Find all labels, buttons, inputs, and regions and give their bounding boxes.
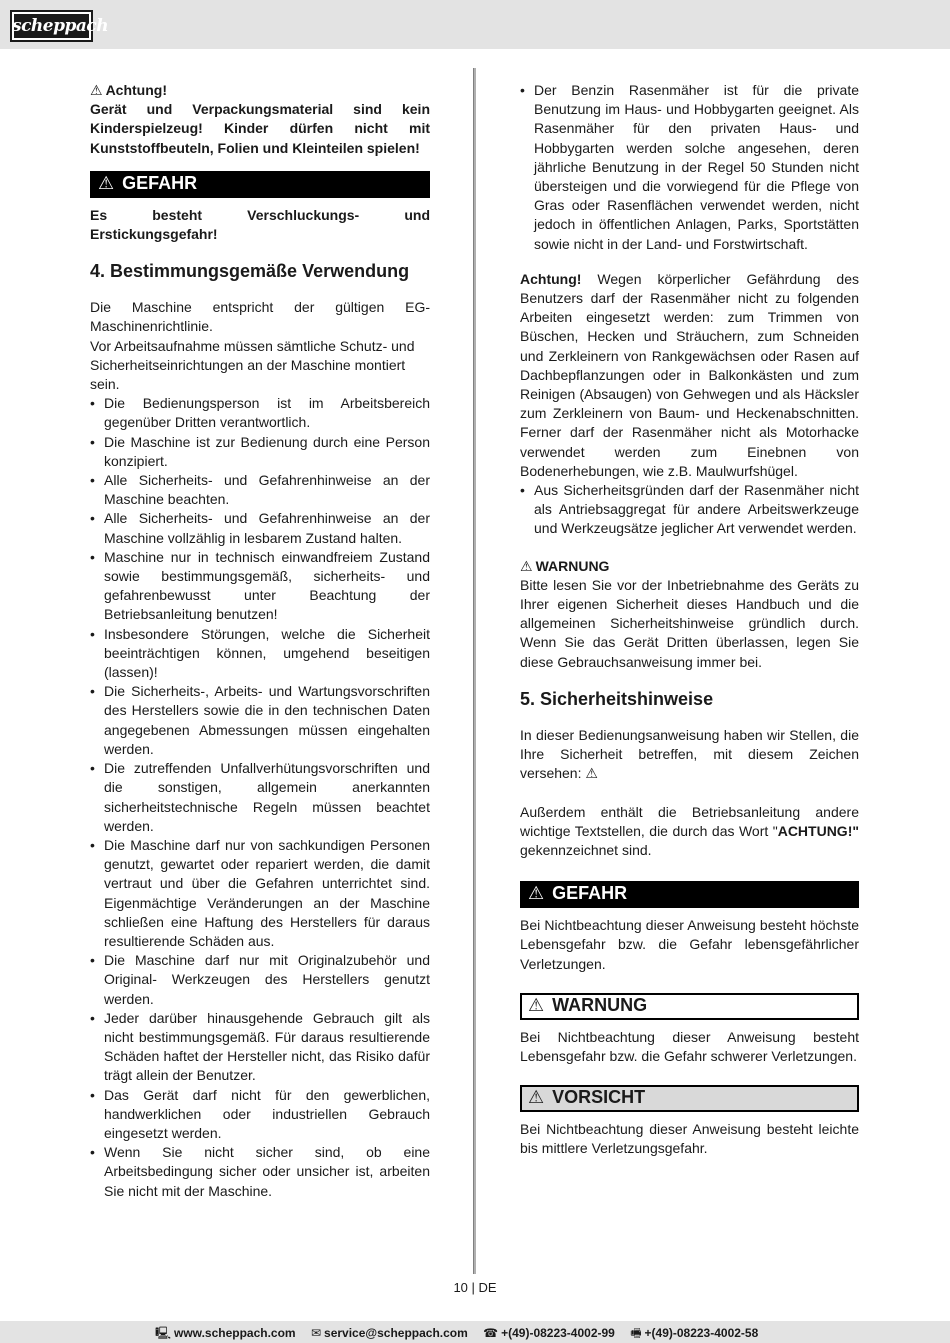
section-5-text-2: Außerdem enthält die Betriebsanleitung andere wichtige Textstellen, die durch das Wort "ACHTUNG!" gekennzeichnet sind. <box>520 803 859 858</box>
danger-box: ⚠ GEFAHR <box>90 171 430 198</box>
intro-line: Vor Arbeitsaufnahme müssen sämtliche Schutz- und Sicherheitseinrichtungen an der Maschine montiert sein. <box>90 337 415 393</box>
footer-website[interactable]: 🖳 www.scheppach.com <box>155 1326 296 1340</box>
danger-box: ⚠ GEFAHR <box>520 881 859 908</box>
danger-text: Bei Nichtbeachtung dieser Anweisung besteht höchste Lebensgefahr bzw. die Gefahr lebensgefährlicher Verletzungen. <box>520 917 859 972</box>
envelope-icon: ✉ <box>310 1326 322 1340</box>
fax-icon: 🖷 <box>630 1326 642 1340</box>
warning-triangle-icon: ⚠ <box>90 82 103 98</box>
list-item: • Die Maschine darf nur mit Originalzubehör und Original- Werkzeugen des Herstellers genutzt werden. <box>90 951 430 1009</box>
list-item: • Die Sicherheits-, Arbeits- und Wartungsvorschriften des Herstellers sowie die in den technischen Daten angegebenen Abmessungen müssen eingehalten werden. <box>90 682 430 759</box>
computer-icon: 🖳 <box>155 1326 172 1340</box>
warning-triangle-icon: ⚠ <box>585 765 598 782</box>
left-column <box>90 81 430 1201</box>
section-5-text-1: In dieser Bedienungsanweisung haben wir Stellen, die Ihre Sicherheit betreffen, mit diesem Zeichen versehen: ⚠ <box>520 726 859 782</box>
footer-contacts <box>155 1324 770 1343</box>
caution-paragraph: Achtung! Wegen körperlicher Gefährdung des Benutzers darf der Rasenmäher nicht zu folgenden Arbeiten eingesetzt werden: zum Trimmen von Büschen, Hecken und Sträuchern, zum Schneiden und Zerkleinern von Rankgewächsen oder Rasen auf Dachbepflanzungen oder in Balkonkästen und zum Reinigen (Absaugen) von Gehwegen und als Häcksler zum Zerkleinern von Baum- und Heckenabschnitten. Ferner darf der Rasenmäher nicht als Motorhacke verwendet werden zum Einebnen von Bodenerhebungen, wie z.B. Maulwurfshügel. <box>520 270 859 479</box>
list-item: • Die Maschine ist zur Bedienung durch eine Person konzipiert. <box>90 433 430 471</box>
private-use-list <box>520 81 859 254</box>
footer-fax: 🖷 +(49)-08223-4002-58 <box>630 1326 759 1340</box>
list-item: • Die zutreffenden Unfallverhütungsvorschriften und die sonstigen, allgemein anerkannten sicherheitstechnische Regeln müssen beachtet werden. <box>90 759 430 836</box>
warning-small-heading: ⚠ WARNUNG <box>520 557 610 574</box>
warning-triangle-icon: ⚠ <box>528 994 545 1015</box>
column-divider <box>473 68 476 1274</box>
section-4-title: 4. Bestimmungsgemäße Verwendung <box>90 261 410 282</box>
scheppach-logo: scheppach <box>10 10 93 42</box>
list-item: • Maschine nur in technisch einwandfreiem Zustand sowie bestimmungsgemäß, sicherheits- und gefahrenbewusst unter Beachtung der Betriebsanleitung benutzen! <box>90 548 430 625</box>
footer-bar <box>0 1321 950 1343</box>
caution-text: Bei Nichtbeachtung dieser Anweisung besteht leichte bis mittlere Verletzungsgefahr. <box>520 1121 859 1157</box>
attention-heading: ⚠ Achtung! <box>90 82 167 98</box>
warning-box: ⚠ WARNUNG <box>520 993 859 1020</box>
list-item: • Das Gerät darf nicht für den gewerblichen, handwerklichen oder industriellen Gebrauch eingesetzt werden. <box>90 1086 430 1144</box>
list-item: • Alle Sicherheits- und Gefahrenhinweise an der Maschine vollzählig in lesbarem Zustand halten. <box>90 509 430 547</box>
list-item: • Jeder darüber hinausgehende Gebrauch gilt als nicht bestimmungsgemäß. Für daraus resultierende Schäden haftet der Hersteller nicht, das Risiko dafür trägt allein der Benutzer. <box>90 1009 430 1086</box>
warning-triangle-icon: ⚠ <box>520 557 533 574</box>
footer-phone[interactable]: ☎ +(49)-08223-4002-99 <box>483 1326 615 1340</box>
intro-text <box>90 298 430 394</box>
footer-email[interactable]: ✉ service@scheppach.com <box>310 1326 468 1340</box>
drive-unit-list <box>520 481 859 539</box>
list-item: • Die Bedienungsperson ist im Arbeitsbereich gegenüber Dritten verantwortlich. <box>90 394 430 432</box>
warning-triangle-icon: ⚠ <box>528 1087 545 1108</box>
list-item: • Die Maschine darf nur von sachkundigen Personen genutzt, gewartet oder repariert werden, die damit vertraut und über die Gefahren unterrichtet sind. Eigenmächtige Veränderungen an der Maschine schließen eine Haftung des Herstellers für daraus resultierende Schäden aus. <box>90 836 430 951</box>
section-5-title: 5. Sicherheitshinweise <box>520 688 714 709</box>
warning-text: Bei Nichtbeachtung dieser Anweisung besteht Lebensgefahr bzw. die Gefahr schwerer Verletzungen. <box>520 1028 859 1064</box>
list-item: • Alle Sicherheits- und Gefahrenhinweise an der Maschine beachten. <box>90 471 430 509</box>
right-column <box>520 81 859 1159</box>
list-item: • Insbesondere Störungen, welche die Sicherheit beeinträchtigen können, umgehend beseitigen (lassen)! <box>90 625 430 683</box>
warning-small-text: Bitte lesen Sie vor der Inbetriebnahme des Geräts zu Ihrer eigenen Sicherheit dieses Handbuch und die allgemeinen Sicherheitshinweise gründlich durch. Wenn Sie das Gerät Dritten überlassen, legen Sie diese Gebrauchsanweisung immer bei. <box>520 576 859 670</box>
warning-triangle-icon: ⚠ <box>98 172 115 193</box>
header-bar <box>0 0 950 49</box>
page-number: 10 | DE <box>453 1280 497 1295</box>
caution-box: ⚠ VORSICHT <box>520 1085 859 1112</box>
intro-line: Die Maschine entspricht der gültigen EG-Maschinenrichtlinie. <box>90 299 430 335</box>
danger-text: Es besteht Verschluckungs- und Erstickungsgefahr! <box>90 206 430 243</box>
list-item: • Wenn Sie nicht sicher sind, ob eine Arbeitsbedingung sicher oder unsicher ist, arbeiten Sie nicht mit der Maschine. <box>90 1143 430 1201</box>
usage-bullet-list <box>90 394 430 1201</box>
telephone-icon: ☎ <box>483 1326 499 1340</box>
list-item: • Aus Sicherheitsgründen darf der Rasenmäher nicht als Antriebsaggregat für andere Arbeitswerkzeuge und Werkzeugsätze jeglicher Art verwendet werden. <box>520 481 859 539</box>
warning-triangle-icon: ⚠ <box>528 883 545 904</box>
list-item: • Der Benzin Rasenmäher ist für die private Benutzung im Haus- und Hobbygarten geeignet. Als Rasenmäher für den privaten Haus- und Hobbygarten werden solche angesehen, deren jährliche Benutzung in der Regel 50 Stunden nicht übersteigen und die vorwiegend für die Pflege von Gras oder Rasenflächen verwendet werden, nicht jedoch in öffentlichen Anlagen, Parks, Sportstätten sowie nicht in der Land- und Forstwirtschaft. <box>520 81 859 254</box>
attention-text: Gerät und Verpackungsmaterial sind kein Kinderspielzeug! Kinder dürfen nicht mit Kunststoffbeuteln, Folien und Kleinteilen spielen! <box>90 101 430 156</box>
